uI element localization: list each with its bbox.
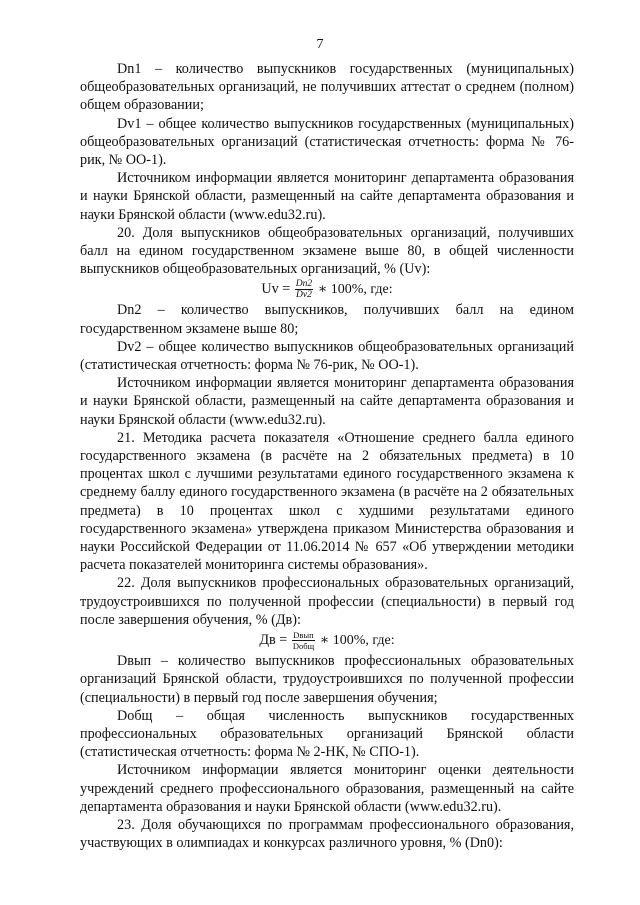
paragraph-source-2: Источником информации является мониторинг департамента образования и науки Брянской области, размещенный на сайте департамента образования и науки Брянской области (www.edu32.ru). <box>80 375 574 428</box>
document-body <box>80 60 574 852</box>
formula-dv <box>80 630 574 651</box>
paragraph-item-23: 23. Доля обучающихся по программам профессионального образования, участвующих в олимпиадах и конкурсах различного уровня, % (Dn0): <box>80 816 574 852</box>
formula-uv-rhs: ∗ 100%, где: <box>317 282 393 298</box>
formula-dv-denominator: Dобщ <box>292 641 315 652</box>
formula-dv-fraction <box>292 630 315 651</box>
paragraph-dobsch-definition: Dобщ – общая численность выпускников государственных профессиональных образовательных организаций Брянской области (статистическая отчетность: форма № 2-НК, № СПО-1). <box>80 707 574 761</box>
page-number: 7 <box>316 37 324 52</box>
paragraph-dvyp-definition: Dвып – количество выпускников профессиональных образовательных организаций Брянской области, трудоустроившихся по полученной профессии (специальности) в первый год после завершения обучения; <box>80 653 574 706</box>
formula-uv-numerator: Dn2 <box>295 279 313 290</box>
formula-uv-denominator: Dv2 <box>296 290 312 301</box>
formula-uv <box>80 279 574 300</box>
formula-dv-rhs: ∗ 100%, где: <box>319 632 395 648</box>
paragraph-source-1: Источником информации является мониторинг департамента образования и науки Брянской области, размещенный на сайте департамента образования и науки Брянской области (www.edu32.ru). <box>80 170 574 223</box>
paragraph-item-22: 22. Доля выпускников профессиональных образовательных организаций, трудоустроившихся по полученной профессии (специальности) в первый год после завершения обучения, % (Дв): <box>80 575 574 628</box>
paragraph-item-21: 21. Методика расчета показателя «Отношение среднего балла единого государственного экзамена (в расчёте на 2 обязательных предмета) в 10 процентах школ с лучшими результатами единого государственного экзамена к среднему баллу единого государственного экзамена (в расчёте на 2 обязательных предмета) в 10 процентах школ с худшими результатами единого государственного экзамена» утверждена приказом Министерства образования и науки Российской Федерации от 11.06.2014 № 657 «Об утверждении методики расчета показателей мониторинга системы образования». <box>80 429 574 574</box>
paragraph-dv2-definition: Dv2 – общее количество выпускников общеобразовательных организаций (статистическая отчетность: форма № 76-рик, № ОО-1). <box>80 338 574 374</box>
paragraph-dn1-definition: Dn1 – количество выпускников государственных (муниципальных) общеобразовательных организаций, не получивших аттестат о среднем (полном) общем образовании; <box>80 61 574 114</box>
formula-dv-numerator: Dвып <box>293 630 314 641</box>
formula-dv-lhs: Дв = <box>259 631 291 648</box>
paragraph-dn2-definition: Dn2 – количество выпускников, получивших балл на едином государственном экзамене выше 80; <box>80 302 574 337</box>
formula-uv-fraction <box>295 279 313 300</box>
paragraph-item-20: 20. Доля выпускников общеобразовательных организаций, получивших балл на едином государственном экзамене выше 80, в общей численности выпускников общеобразовательных организаций, % (Uv): <box>80 224 574 278</box>
paragraph-source-3: Источником информации является мониторинг оценки деятельности учреждений среднего профессионального образования, размещенный на сайте департамента образования и науки Брянской области (www.edu32.ru). <box>80 762 574 815</box>
paragraph-dv1-definition: Dv1 – общее количество выпускников государственных (муниципальных) общеобразовательных организаций (статистическая отчетность: форма № 76-рик, № ОО-1). <box>80 115 574 169</box>
formula-uv-lhs: Uv = <box>261 281 294 298</box>
